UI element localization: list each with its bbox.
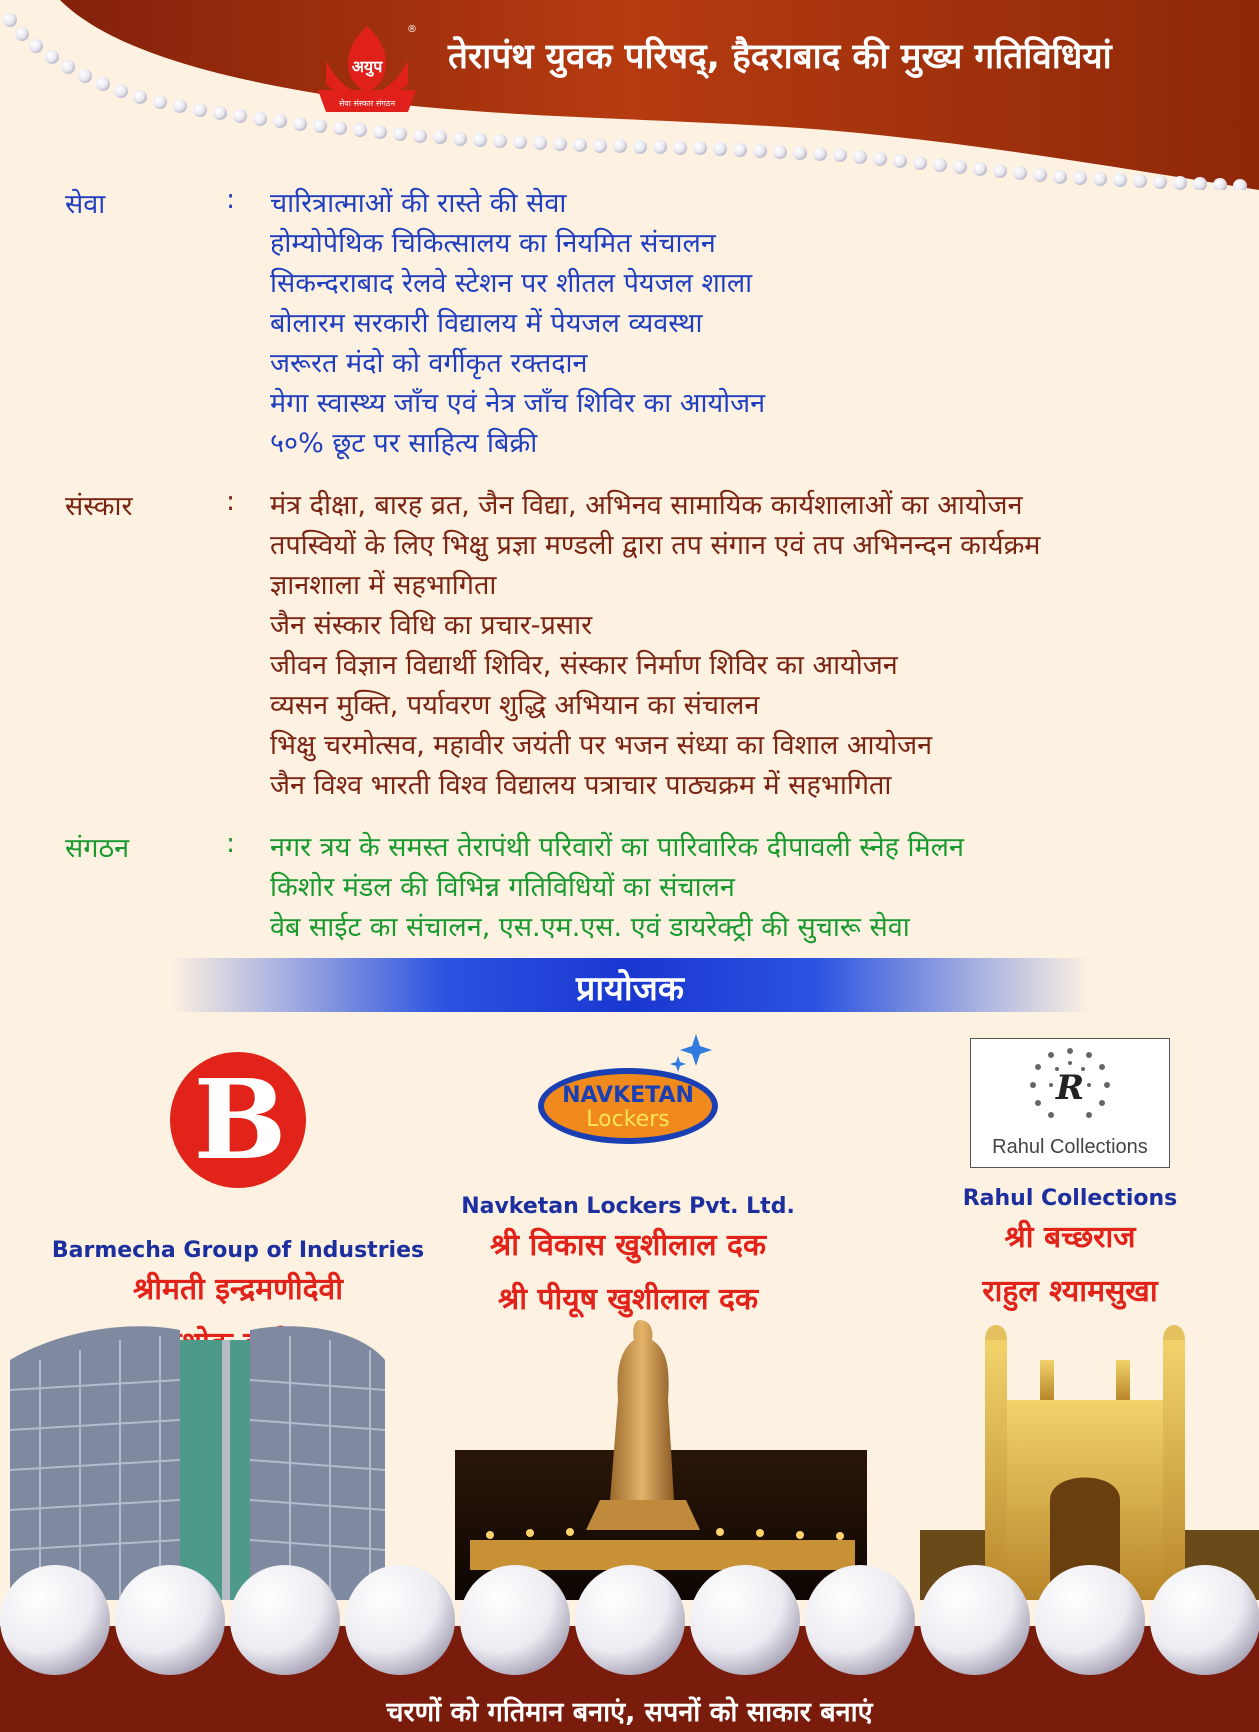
navketan-logo-line2: Lockers xyxy=(586,1107,670,1132)
navketan-logo-line1: NAVKETAN xyxy=(562,1083,694,1108)
list-item: व्यसन मुक्ति, पर्यावरण शुद्धि अभियान का संचालन xyxy=(270,690,760,721)
sponsor-person: श्री विकास खुशीलाल दक xyxy=(489,1228,766,1263)
barmecha-logo-icon xyxy=(168,1050,308,1190)
list-item: जैन संस्कार विधि का प्रचार-प्रसार xyxy=(270,610,593,641)
sponsor-person: राहुल श्यामसुखा xyxy=(982,1274,1158,1309)
sponsor-person: श्री बच्छराज xyxy=(1004,1220,1136,1255)
section-colon: : xyxy=(226,486,236,517)
rahul-logo-icon xyxy=(970,1038,1170,1168)
charminar-photo xyxy=(920,1325,1259,1600)
section-colon: : xyxy=(226,828,236,859)
footer-slogan: चरणों को गतिमान बनाएं, सपनों को साकार बनाएं xyxy=(386,1697,873,1728)
rahul-logo-letter: R xyxy=(1055,1068,1085,1108)
list-item: भिक्षु चरमोत्सव, महावीर जयंती पर भजन संध्या का विशाल आयोजन xyxy=(270,730,933,761)
navketan-logo-icon xyxy=(528,1030,728,1150)
section-items xyxy=(270,486,1240,806)
logo-text: अयुप xyxy=(351,57,383,76)
sponsors-title: प्रायोजक xyxy=(575,969,685,1009)
page-title: तेरापंथ युवक परिषद्, हैदराबाद की मुख्य गतिविधियां xyxy=(448,37,1112,77)
list-item: तपस्वियों के लिए भिक्षु प्रज्ञा मण्डली द्वारा तप संगान एवं तप अभिनन्दन कार्यक्रम xyxy=(270,530,1041,561)
section-items xyxy=(270,828,1240,948)
sponsors-bar xyxy=(170,958,1090,1012)
list-item: किशोर मंडल की विभिन्न गतिविधियों का संचालन xyxy=(270,872,735,903)
list-item: जैन विश्व भारती विश्व विद्यालय पत्राचार पाठ्यक्रम में सहभागिता xyxy=(270,770,892,801)
sponsor-company: Barmecha Group of Industries xyxy=(51,1238,425,1263)
registered-mark: ® xyxy=(407,24,417,35)
list-item: बोलारम सरकारी विद्यालय में पेयजल व्यवस्था xyxy=(270,308,703,339)
list-item: ज्ञानशाला में सहभागिता xyxy=(270,570,497,601)
sponsor-person: श्री पीयूष खुशीलाल दक xyxy=(497,1282,759,1317)
sponsor-person: श्रीमती इन्द्रमणीदेवी xyxy=(133,1272,343,1307)
list-item: मेगा स्वास्थ्य जाँच एवं नेत्र जाँच शिविर का आयोजन xyxy=(270,388,766,419)
section-label: संगठन xyxy=(65,833,130,864)
list-item: जरूरत मंदो को वर्गीकृत रक्तदान xyxy=(270,348,588,379)
org-logo-icon xyxy=(312,20,422,125)
list-item: सिकन्दराबाद रेलवे स्टेशन पर शीतल पेयजल शाला xyxy=(270,268,753,299)
list-item: चारित्रात्माओं की रास्ते की सेवा xyxy=(270,188,567,219)
list-item: ५०% छूट पर साहित्य बिक्री xyxy=(270,428,538,459)
section-label: सेवा xyxy=(65,189,106,220)
logo-motto: सेवा संस्कार संगठन xyxy=(338,99,396,108)
section-label: संस्कार xyxy=(65,491,133,522)
list-item: होम्योपेथिक चिकित्सालय का नियमित संचालन xyxy=(270,228,716,259)
list-item: वेब साईट का संचालन, एस.एम.एस. एवं डायरेक्ट्री की सुचारू सेवा xyxy=(270,912,910,943)
sponsor-company: Rahul Collections xyxy=(962,1186,1178,1211)
list-item: जीवन विज्ञान विद्यार्थी शिविर, संस्कार निर्माण शिविर का आयोजन xyxy=(270,650,898,681)
cyber-towers-photo xyxy=(10,1326,385,1600)
sponsor-navketan xyxy=(438,1030,818,1327)
barmecha-logo-letter: B xyxy=(193,1055,287,1184)
header-band xyxy=(0,0,1259,190)
sponsor-rahul xyxy=(880,1030,1259,1319)
list-item: मंत्र दीक्षा, बारह व्रत, जैन विद्या, अभिनव सामायिक कार्यशालाओं का आयोजन xyxy=(270,490,1023,521)
section-items xyxy=(270,184,1240,464)
rahul-logo-caption: Rahul Collections xyxy=(992,1136,1148,1158)
buddha-statue-photo xyxy=(455,1320,867,1600)
landmark-photos xyxy=(0,1300,1259,1600)
sponsor-company: Navketan Lockers Pvt. Ltd. xyxy=(461,1194,795,1219)
section-colon: : xyxy=(226,184,236,215)
rahul-logo-mark-icon xyxy=(971,1039,1169,1139)
list-item: नगर त्रय के समस्त तेरापंथी परिवारों का पारिवारिक दीपावली स्नेह मिलन xyxy=(270,832,964,863)
